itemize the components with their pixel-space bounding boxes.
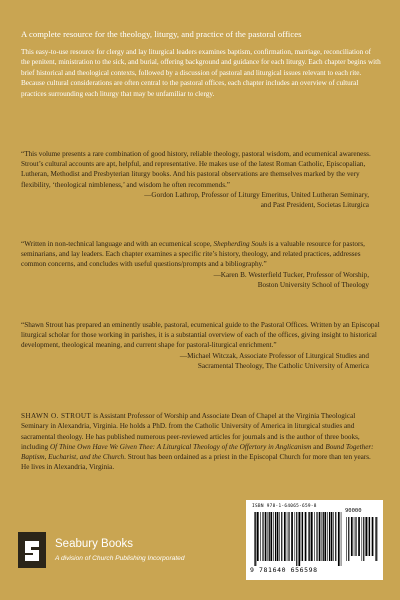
attribution-line: —Gordon Lathrop, Professor of Liturgy Emeritus, United Lutheran Seminary,	[144, 190, 369, 199]
attribution-line: Sacramental Theology, The Catholic University of America	[197, 361, 369, 370]
bio-text: is Assistant Professor of Worship and Associate Dean of Chapel at the Virginia Theological Seminary in Alexandria, Virginia. He holds a PhD. from the Catholic University of America in liturgical studies and sacramental theology. He has published numerous peer-reviewed articles for journals and is the author of three books, including	[21, 412, 360, 451]
endorsement-3	[21, 320, 381, 371]
endorsement-1	[21, 149, 381, 210]
book-description: This easy-to-use resource for clergy and lay liturgical leaders examines baptism, confirmation, marriage, reconciliation of the penitent, ministration to the sick, and burial, offering background and guidance for each liturgy. Each chapter begins with brief historical and theological contexts, followed by a discussion of pastoral and liturgical issues relevant to each rite. Because cultural considerations are often central to the pastoral offices, each chapter includes an overview of cultural practices surrounding each liturgy that may be unfamiliar to clergy.	[21, 48, 381, 98]
attribution-line: —Michael Witczak, Associate Professor of Liturgical Studies and	[179, 351, 369, 360]
publisher-division: A division of Church Publishing Incorporated	[55, 555, 185, 562]
isbn-label: ISBN 978-1-64065-659-8	[252, 504, 317, 509]
publisher-name: Seabury Books	[55, 538, 133, 550]
attribution-line: —Karen B. Westerfield Tucker, Professor of Worship,	[213, 270, 369, 279]
tagline: A complete resource for the theology, liturgy, and practice of the pastoral offices	[21, 29, 302, 39]
endorsement-text-part: “Written in non-technical language and with an ecumenical scope,	[21, 240, 214, 248]
seabury-logo-icon	[18, 532, 46, 568]
endorsement-text: “This volume presents a rare combination of good history, reliable theology, pastoral wisdom, and ecumenical awareness. Strout’s cultural accounts are apt, helpful, and representative. He makes use of the latest Roman Catholic, Episcopalian, Lutheran, Methodist and Presbyterian liturgy books. And his pastoral observations are themselves marked by the very flexibility, ‘theological nimbleness,’ and wisdom he often recommends.”	[21, 150, 371, 189]
book-title-italic: Of Thine Own Have We Given Thee: A Liturgical Theology of the Offertory in Anglicanism	[49, 442, 312, 451]
endorsement-text-part: is a valuable resource for pastors, seminarians, and lay leaders. Each chapter examines a specific rite’s history, theology, and related practices, addresses common concerns, and concludes with useful questions/prompts and a bibliography.”	[21, 240, 365, 269]
endorsement-text: “Shawn Strout has prepared an eminently usable, pastoral, ecumenical guide to the Pastoral Offices. Written by an Episcopal liturgical scholar for those working in parishes, it is a substantial overview of each of the offices, giving insight to historical development, theological meaning, and current shape for pastoral-liturgical enrichment.”	[21, 321, 380, 350]
ean-barcode-bars	[254, 512, 342, 566]
bio-text: . Strout has been ordained as a priest in the Episcopal Church for more than ten years. He lives in Alexandria, Virginia.	[21, 453, 371, 472]
attribution-line: Boston University School of Theology	[257, 280, 369, 289]
ean-number: 9 781640 656598	[250, 566, 318, 574]
author-name: SHAWN O. STROUT	[21, 412, 92, 420]
attribution-line: and Past President, Societas Liturgica	[260, 201, 369, 210]
book-title-italic: Bound Together: Baptism, Eucharist, and the Church	[21, 442, 374, 462]
book-title-italic: Shepherding Souls	[213, 240, 267, 248]
price-addon-number: 90000	[345, 508, 362, 514]
barcode	[246, 500, 383, 580]
endorsement-attribution	[21, 270, 381, 290]
addon-barcode-bars	[346, 517, 378, 561]
publisher-logo	[18, 532, 46, 568]
endorsement-attribution	[21, 351, 381, 371]
endorsement-attribution	[21, 190, 381, 210]
endorsement-text	[21, 239, 381, 270]
bio-text: and	[311, 442, 326, 451]
author-bio	[21, 411, 381, 473]
endorsement-2	[21, 239, 381, 290]
